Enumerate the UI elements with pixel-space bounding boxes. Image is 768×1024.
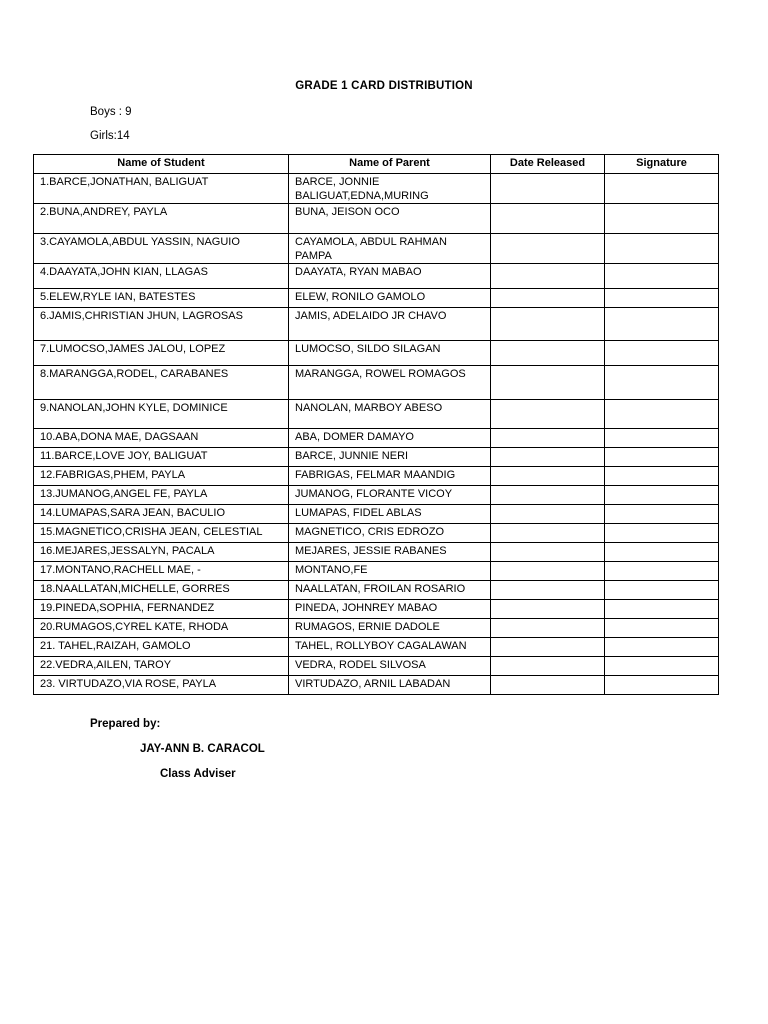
date-released-cell xyxy=(491,562,605,581)
table-row xyxy=(34,600,719,619)
table-row xyxy=(34,400,719,429)
student-name-cell: 21. TAHEL,RAIZAH, GAMOLO xyxy=(34,638,289,657)
table-row xyxy=(34,366,719,400)
table-row xyxy=(34,486,719,505)
table-row xyxy=(34,505,719,524)
student-name-cell: 9.NANOLAN,JOHN KYLE, DOMINICE xyxy=(34,400,289,429)
student-name-cell: 12.FABRIGAS,PHEM, PAYLA xyxy=(34,467,289,486)
parent-name-cell: LUMAPAS, FIDEL ABLAS xyxy=(289,505,491,524)
date-released-cell xyxy=(491,308,605,341)
date-released-cell xyxy=(491,204,605,234)
table-row xyxy=(34,619,719,638)
adviser-name: JAY-ANN B. CARACOL xyxy=(140,743,265,755)
table-row xyxy=(34,676,719,695)
parent-name-cell: MONTANO,FE xyxy=(289,562,491,581)
table-row xyxy=(34,174,719,204)
signature-cell xyxy=(605,467,719,486)
parent-name-cell: PINEDA, JOHNREY MABAO xyxy=(289,600,491,619)
table-row xyxy=(34,467,719,486)
date-released-cell xyxy=(491,429,605,448)
student-name-cell: 23. VIRTUDAZO,VIA ROSE, PAYLA xyxy=(34,676,289,695)
card-distribution-table xyxy=(33,154,719,695)
signature-cell xyxy=(605,400,719,429)
table-row xyxy=(34,234,719,264)
page-title: GRADE 1 CARD DISTRIBUTION xyxy=(295,80,473,92)
table-row xyxy=(34,581,719,600)
student-name-cell: 22.VEDRA,AILEN, TAROY xyxy=(34,657,289,676)
student-name-cell: 16.MEJARES,JESSALYN, PACALA xyxy=(34,543,289,562)
parent-name-cell: CAYAMOLA, ABDUL RAHMAN PAMPA xyxy=(289,234,491,264)
date-released-cell xyxy=(491,676,605,695)
table-row xyxy=(34,543,719,562)
table-row xyxy=(34,308,719,341)
parent-name-cell: ABA, DOMER DAMAYO xyxy=(289,429,491,448)
table-row xyxy=(34,638,719,657)
parent-name-cell: VIRTUDAZO, ARNIL LABADAN xyxy=(289,676,491,695)
parent-name-cell: MARANGGA, ROWEL ROMAGOS xyxy=(289,366,491,400)
table-row xyxy=(34,562,719,581)
signature-cell xyxy=(605,264,719,289)
date-released-cell xyxy=(491,400,605,429)
date-released-cell xyxy=(491,289,605,308)
parent-name-cell: JAMIS, ADELAIDO JR CHAVO xyxy=(289,308,491,341)
date-released-cell xyxy=(491,341,605,366)
parent-name-cell: BARCE, JUNNIE NERI xyxy=(289,448,491,467)
parent-name-cell: MEJARES, JESSIE RABANES xyxy=(289,543,491,562)
student-name-cell: 3.CAYAMOLA,ABDUL YASSIN, NAGUIO xyxy=(34,234,289,264)
student-name-cell: 14.LUMAPAS,SARA JEAN, BACULIO xyxy=(34,505,289,524)
signature-cell xyxy=(605,562,719,581)
table-row xyxy=(34,429,719,448)
signature-cell xyxy=(605,448,719,467)
table-row xyxy=(34,448,719,467)
student-name-cell: 10.ABA,DONA MAE, DAGSAAN xyxy=(34,429,289,448)
signature-cell xyxy=(605,308,719,341)
table-row xyxy=(34,524,719,543)
table-row xyxy=(34,264,719,289)
parent-name-cell: FABRIGAS, FELMAR MAANDIG xyxy=(289,467,491,486)
signature-cell xyxy=(605,289,719,308)
signature-cell xyxy=(605,638,719,657)
date-released-cell xyxy=(491,234,605,264)
header-date-released: Date Released xyxy=(491,155,605,174)
table-body xyxy=(34,174,719,695)
signature-cell xyxy=(605,505,719,524)
signature-cell xyxy=(605,234,719,264)
student-name-cell: 17.MONTANO,RACHELL MAE, - xyxy=(34,562,289,581)
boys-count: Boys : 9 xyxy=(90,106,132,118)
signature-cell xyxy=(605,619,719,638)
student-name-cell: 11.BARCE,LOVE JOY, BALIGUAT xyxy=(34,448,289,467)
parent-name-cell: RUMAGOS, ERNIE DADOLE xyxy=(289,619,491,638)
date-released-cell xyxy=(491,619,605,638)
date-released-cell xyxy=(491,467,605,486)
table-row xyxy=(34,657,719,676)
date-released-cell xyxy=(491,174,605,204)
date-released-cell xyxy=(491,486,605,505)
student-name-cell: 6.JAMIS,CHRISTIAN JHUN, LAGROSAS xyxy=(34,308,289,341)
parent-name-cell: BUNA, JEISON OCO xyxy=(289,204,491,234)
date-released-cell xyxy=(491,638,605,657)
parent-name-cell: NANOLAN, MARBOY ABESO xyxy=(289,400,491,429)
signature-cell xyxy=(605,600,719,619)
date-released-cell xyxy=(491,657,605,676)
table-row xyxy=(34,204,719,234)
date-released-cell xyxy=(491,581,605,600)
date-released-cell xyxy=(491,366,605,400)
student-name-cell: 18.NAALLATAN,MICHELLE, GORRES xyxy=(34,581,289,600)
student-name-cell: 2.BUNA,ANDREY, PAYLA xyxy=(34,204,289,234)
parent-name-cell: ELEW, RONILO GAMOLO xyxy=(289,289,491,308)
parent-name-cell: TAHEL, ROLLYBOY CAGALAWAN xyxy=(289,638,491,657)
date-released-cell xyxy=(491,448,605,467)
student-name-cell: 4.DAAYATA,JOHN KIAN, LLAGAS xyxy=(34,264,289,289)
table-row xyxy=(34,289,719,308)
parent-name-cell: VEDRA, RODEL SILVOSA xyxy=(289,657,491,676)
table-row xyxy=(34,341,719,366)
header-parent: Name of Parent xyxy=(289,155,491,174)
signature-cell xyxy=(605,429,719,448)
signature-cell xyxy=(605,543,719,562)
signature-cell xyxy=(605,676,719,695)
date-released-cell xyxy=(491,543,605,562)
date-released-cell xyxy=(491,600,605,619)
date-released-cell xyxy=(491,505,605,524)
parent-name-cell: JUMANOG, FLORANTE VICOY xyxy=(289,486,491,505)
student-name-cell: 1.BARCE,JONATHAN, BALIGUAT xyxy=(34,174,289,204)
parent-name-cell: NAALLATAN, FROILAN ROSARIO xyxy=(289,581,491,600)
prepared-by-label: Prepared by: xyxy=(90,718,161,730)
date-released-cell xyxy=(491,524,605,543)
signature-cell xyxy=(605,524,719,543)
date-released-cell xyxy=(491,264,605,289)
parent-name-cell: BARCE, JONNIE BALIGUAT,EDNA,MURING xyxy=(289,174,491,204)
table-header-row xyxy=(34,155,719,174)
header-signature: Signature xyxy=(605,155,719,174)
student-name-cell: 20.RUMAGOS,CYREL KATE, RHODA xyxy=(34,619,289,638)
signature-cell xyxy=(605,204,719,234)
parent-name-cell: MAGNETICO, CRIS EDROZO xyxy=(289,524,491,543)
signature-cell xyxy=(605,366,719,400)
student-name-cell: 13.JUMANOG,ANGEL FE, PAYLA xyxy=(34,486,289,505)
header-student: Name of Student xyxy=(34,155,289,174)
signature-cell xyxy=(605,486,719,505)
student-name-cell: 7.LUMOCSO,JAMES JALOU, LOPEZ xyxy=(34,341,289,366)
adviser-title: Class Adviser xyxy=(160,768,236,780)
signature-cell xyxy=(605,581,719,600)
signature-cell xyxy=(605,341,719,366)
student-name-cell: 5.ELEW,RYLE IAN, BATESTES xyxy=(34,289,289,308)
girls-count: Girls:14 xyxy=(90,130,130,142)
student-name-cell: 8.MARANGGA,RODEL, CARABANES xyxy=(34,366,289,400)
signature-cell xyxy=(605,174,719,204)
student-name-cell: 15.MAGNETICO,CRISHA JEAN, CELESTIAL xyxy=(34,524,289,543)
student-name-cell: 19.PINEDA,SOPHIA, FERNANDEZ xyxy=(34,600,289,619)
signature-cell xyxy=(605,657,719,676)
parent-name-cell: DAAYATA, RYAN MABAO xyxy=(289,264,491,289)
parent-name-cell: LUMOCSO, SILDO SILAGAN xyxy=(289,341,491,366)
